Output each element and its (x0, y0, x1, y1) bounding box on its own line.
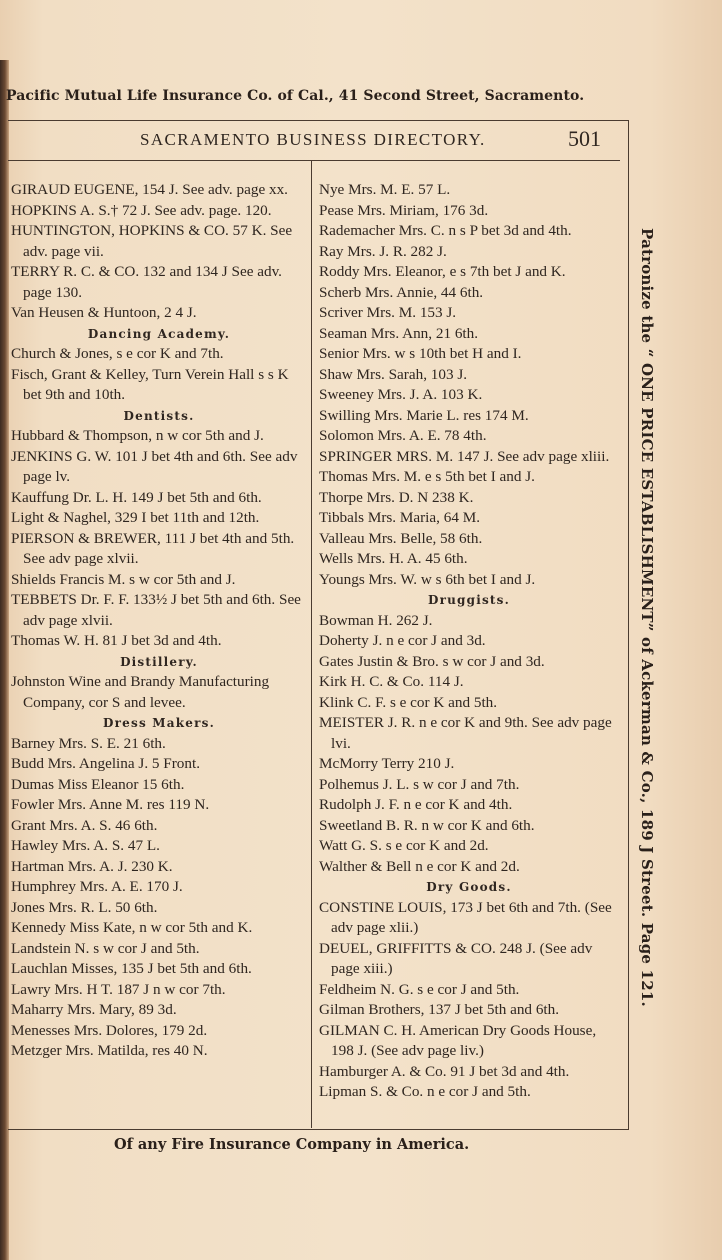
directory-entry: Rademacher Mrs. C. n s P bet 3d and 4th. (319, 222, 572, 239)
directory-entry: Scriver Mrs. M. 153 J. (319, 304, 457, 321)
directory-entry: Seaman Mrs. Ann, 21 6th. (319, 324, 479, 342)
directory-entry: Church & Jones, s e cor K and 7th. (11, 345, 224, 362)
directory-entry: Fisch, Grant & Kelley, Turn Verein Hall s s K bet 9th and 10th. (11, 365, 289, 403)
directory-entry: Walther & Bell n e cor K and 2d. (319, 857, 520, 875)
directory-entry: Lawry Mrs. H T. 187 J n w cor 7th. (11, 980, 226, 998)
directory-entry: Lipman S. & Co. n e cor J and 5th. (319, 1083, 531, 1100)
directory-entry: McMorry Terry 210 J. (319, 755, 455, 772)
directory-entry: Fowler Mrs. Anne M. res 119 N. (11, 796, 210, 813)
directory-entry: Landstein N. s w cor J and 5th. (11, 939, 200, 957)
running-head: SACRAMENTO BUSINESS DIRECTORY. (140, 130, 486, 149)
directory-entry: Solomon Mrs. A. E. 78 4th. (319, 427, 487, 444)
directory-entry: DEUEL, GRIFFITTS & CO. 248 J. (See adv page xiii.) (319, 939, 593, 977)
directory-entry: Barney Mrs. S. E. 21 6th. (11, 734, 166, 752)
directory-entry: Polhemus J. L. s w cor J and 7th. (319, 775, 520, 793)
directory-entry: Johnston Wine and Brandy Manufacturing Company, cor S and levee. (11, 673, 270, 711)
directory-entry: Kauffung Dr. L. H. 149 J bet 5th and 6th. (11, 488, 262, 506)
bottom-advertisement: Of any Fire Insurance Company in America. (114, 1136, 470, 1153)
directory-entry: Shields Francis M. s w cor 5th and J. (11, 570, 236, 588)
directory-entry: Budd Mrs. Angelina J. 5 Front. (11, 755, 201, 772)
directory-entry: Dumas Miss Eleanor 15 6th. (11, 775, 185, 793)
directory-entry: PIERSON & BREWER, 111 J bet 4th and 5th. See adv page xlvii. (11, 529, 295, 567)
directory-entry: Jones Mrs. R. L. 50 6th. (11, 898, 158, 916)
directory-entry: Hubbard & Thompson, n w cor 5th and J. (11, 427, 264, 444)
section-heading: Dry Goods. (426, 880, 512, 894)
directory-entry: MEISTER J. R. n e cor K and 9th. See adv page lvi. (319, 714, 612, 752)
directory-entry: Thomas W. H. 81 J bet 3d and 4th. (11, 632, 222, 649)
directory-entry: Hamburger A. & Co. 91 J bet 3d and 4th. (319, 1062, 570, 1080)
directory-entry: TEBBETS Dr. F. F. 133½ J bet 5th and 6th. See adv page xlvii. (11, 591, 301, 629)
page-number: 501 (568, 126, 601, 151)
directory-entry: HUNTINGTON, HOPKINS & CO. 57 K. See adv. page vii. (11, 222, 293, 260)
directory-entry: Valleau Mrs. Belle, 58 6th. (319, 529, 483, 547)
directory-entry: Light & Naghel, 329 I bet 11th and 12th. (11, 509, 260, 526)
section-heading: Dentists. (123, 408, 195, 423)
left-column (11, 180, 307, 1062)
directory-entry: CONSTINE LOUIS, 173 J bet 6th and 7th. (See adv page xlii.) (319, 898, 612, 936)
directory-entry: Tibbals Mrs. Maria, 64 M. (319, 509, 481, 526)
directory-entry: Humphrey Mrs. A. E. 170 J. (11, 878, 183, 895)
directory-entry: HOPKINS A. S.† 72 J. See adv. page. 120. (11, 201, 272, 219)
directory-entry: Bowman H. 262 J. (319, 611, 433, 629)
directory-entry: GIRAUD EUGENE, 154 J. See adv. page xx. (11, 181, 288, 198)
section-heading: Dress Makers. (103, 716, 215, 730)
directory-entry: Kennedy Miss Kate, n w cor 5th and K. (11, 919, 253, 936)
directory-entry: Grant Mrs. A. S. 46 6th. (11, 816, 158, 834)
column-divider (311, 161, 312, 1128)
directory-entry: JENKINS G. W. 101 J bet 4th and 6th. See adv page lv. (11, 447, 298, 485)
directory-entry: GILMAN C. H. American Dry Goods House, 198 J. (See adv page liv.) (319, 1021, 597, 1059)
section-heading: Distillery. (120, 654, 198, 669)
directory-entry: Shaw Mrs. Sarah, 103 J. (319, 365, 468, 383)
directory-entry: Hawley Mrs. A. S. 47 L. (11, 837, 160, 854)
directory-entry: Klink C. F. s e cor K and 5th. (319, 693, 498, 711)
directory-entry: Nye Mrs. M. E. 57 L. (319, 181, 451, 198)
directory-entry: Gates Justin & Bro. s w cor J and 3d. (319, 652, 545, 670)
directory-entry: SPRINGER MRS. M. 147 J. See adv page xliii. (319, 447, 610, 465)
header-rule (8, 160, 620, 161)
directory-entry: Senior Mrs. w s 10th bet H and I. (319, 345, 522, 362)
directory-entry: Youngs Mrs. W. w s 6th bet I and J. (319, 570, 536, 588)
side-advertisement: Patronize the “ ONE PRICE ESTABLISHMENT” of Ackerman & Co., 189 J Street. Page 121. (638, 228, 656, 1007)
directory-entry: Maharry Mrs. Mary, 89 3d. (11, 1001, 177, 1018)
directory-entry: Swilling Mrs. Marie L. res 174 M. (319, 406, 529, 424)
directory-entry: Kirk H. C. & Co. 114 J. (319, 673, 464, 690)
directory-entry: Menesses Mrs. Dolores, 179 2d. (11, 1021, 208, 1039)
directory-entry: Thorpe Mrs. D. N 238 K. (319, 488, 474, 506)
top-advertisement: Pacific Mutual Life Insurance Co. of Cal., 41 Second Street, Sacramento. (6, 88, 585, 104)
directory-entry: Hartman Mrs. A. J. 230 K. (11, 857, 173, 875)
right-column (319, 180, 619, 1103)
directory-entry: TERRY R. C. & CO. 132 and 134 J See adv. page 130. (11, 263, 282, 301)
directory-entry: Doherty J. n e cor J and 3d. (319, 632, 486, 649)
directory-entry: Sweetland B. R. n w cor K and 6th. (319, 816, 535, 834)
directory-entry: Metzger Mrs. Matilda, res 40 N. (11, 1042, 208, 1059)
directory-entry: Rudolph J. F. n e cor K and 4th. (319, 796, 513, 813)
section-heading: Dancing Academy. (87, 326, 231, 341)
directory-entry: Scherb Mrs. Annie, 44 6th. (319, 283, 484, 301)
directory-entry: Lauchlan Misses, 135 J bet 5th and 6th. (11, 960, 252, 977)
section-heading: Druggists. (427, 593, 511, 607)
directory-entry: Van Heusen & Huntoon, 2 4 J. (11, 304, 197, 321)
directory-entry: Watt G. S. s e cor K and 2d. (319, 837, 489, 854)
directory-entry: Gilman Brothers, 137 J bet 5th and 6th. (319, 1001, 560, 1018)
directory-entry: Wells Mrs. H. A. 45 6th. (319, 550, 468, 567)
directory-entry: Thomas Mrs. M. e s 5th bet I and J. (319, 468, 535, 485)
directory-entry: Roddy Mrs. Eleanor, e s 7th bet J and K. (319, 263, 566, 280)
directory-entry: Sweeney Mrs. J. A. 103 K. (319, 386, 483, 403)
directory-entry: Pease Mrs. Miriam, 176 3d. (319, 201, 489, 219)
directory-entry: Ray Mrs. J. R. 282 J. (319, 242, 447, 260)
directory-entry: Feldheim N. G. s e cor J and 5th. (319, 980, 520, 998)
